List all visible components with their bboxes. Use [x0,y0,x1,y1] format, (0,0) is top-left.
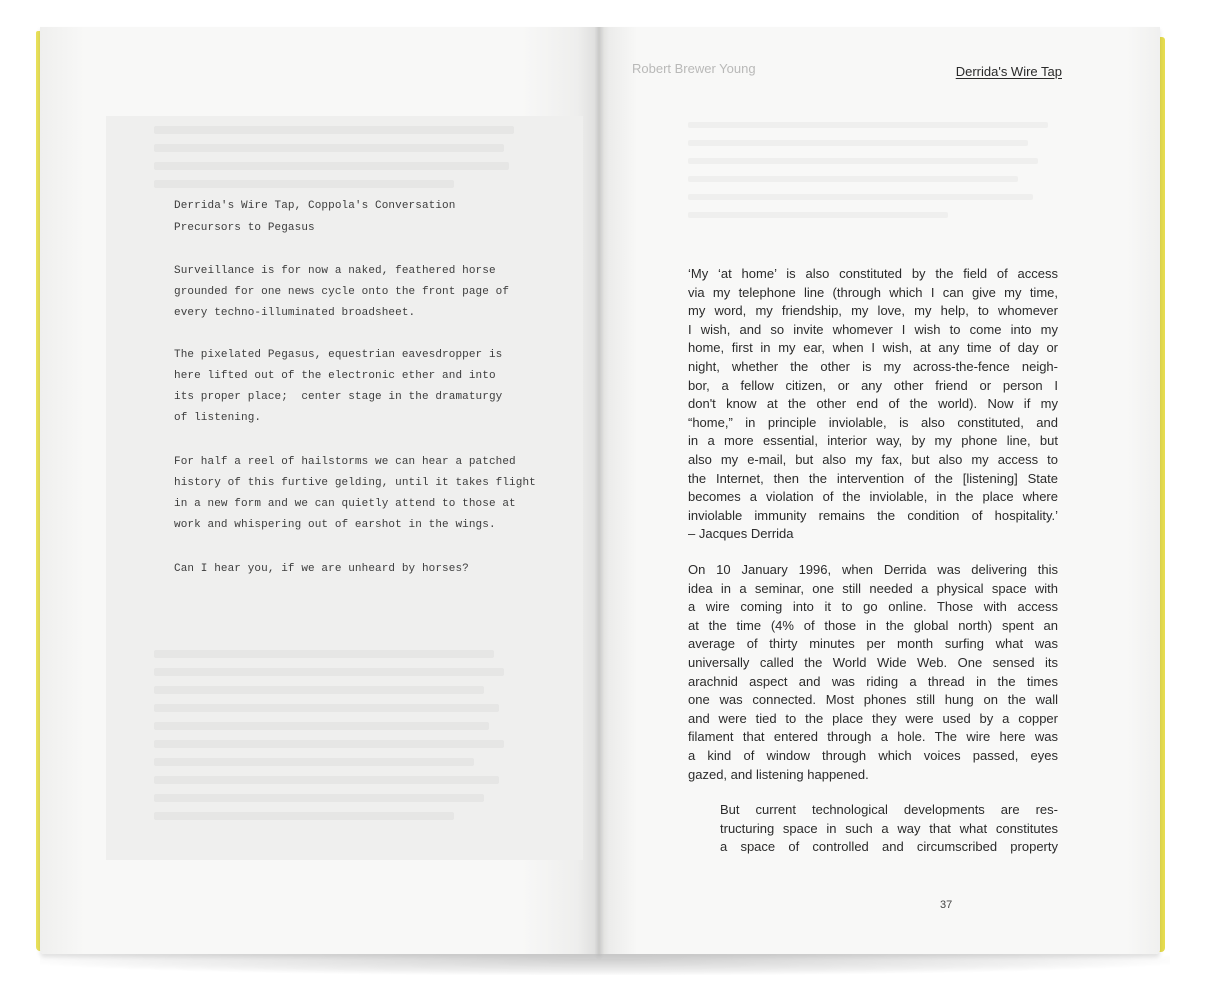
quote-line: becomes a violation of the inviolable, in the place where [688,489,1058,505]
indented-line: tructuring space in such a way that what constitutes [720,820,1058,836]
faint-show-through [154,722,489,730]
quote-line: also my e-mail, but also my fax, but also my access to [688,451,1058,467]
book-gutter [594,27,604,954]
typed-line: every techno-illuminated broadsheet. [174,307,416,319]
faint-show-through [688,140,1028,146]
faint-show-through [154,758,474,766]
quote-line: night, whether the other is my across-the-fence neigh- [688,358,1058,374]
faint-show-through [154,812,454,820]
quote-line: “home,” in principle inviolable, is also constituted, and [688,414,1058,430]
body-line: universally called the World Wide Web. One sensed its [688,654,1058,670]
faint-show-through [154,740,504,748]
body-paragraph [688,561,1058,784]
body-line: one was connected. Most phones still hung on the wall [688,692,1058,708]
faint-show-through [688,212,948,218]
quote-attribution: – Jacques Derrida [688,526,794,542]
faint-show-through [154,650,494,658]
typed-line: history of this furtive gelding, until it takes flight [174,477,536,489]
page-number: 37 [940,899,953,911]
indented-quote [720,801,1058,857]
faint-show-through [154,668,504,676]
body-line: arachnid aspect and was riding a thread in the times [688,673,1058,689]
faint-show-through [154,126,514,134]
quote-line: via my telephone line (through which I can give my time, [688,284,1058,300]
body-line: gazed, and listening happened. [688,766,869,782]
quote-line: ‘My ‘at home’ is also constituted by the field of access [688,266,1058,281]
faint-show-through [154,704,499,712]
faint-show-through [688,158,1038,164]
quote-line: in a more essential, interior way, by my phone line, but [688,433,1058,449]
typed-line: grounded for one news cycle onto the front page of [174,286,510,298]
typed-line: For half a reel of hailstorms we can hear a patched [174,456,516,468]
body-line: average of thirty minutes per month surfing what was [688,636,1058,652]
typed-title-line: Derrida's Wire Tap, Coppola's Conversation [174,200,456,212]
quote-line: home, first in my ear, when I wish, at any time of day or [688,340,1058,356]
body-line: at the time (4% of those in the global north) spent an [688,617,1058,633]
typed-line: The pixelated Pegasus, equestrian eavesdropper is [174,349,503,361]
faint-show-through [688,122,1048,128]
typed-line: here lifted out of the electronic ether and into [174,370,496,382]
quote-line: bor, a fellow citizen, or any other friend or person I [688,377,1058,393]
quote-line: the Internet, then the intervention of the [listening] State [688,470,1058,486]
faint-show-through [688,176,1018,182]
quote-line: my word, my friendship, my love, my help, to whomever [688,303,1058,319]
faint-show-through [154,144,504,152]
faint-show-through [688,194,1033,200]
faint-show-through [154,776,499,784]
indented-line: But current technological developments are res- [720,802,1058,817]
body-line: On 10 January 1996, when Derrida was delivering this [688,562,1058,577]
faint-show-through [154,686,484,694]
quote-line: I wish, and so invite whomever I wish to come into my [688,321,1058,337]
typed-line: its proper place; center stage in the dramaturgy [174,391,503,403]
quote-line: don't know at the other end of the world). Now if my [688,396,1058,412]
body-line: filament that entered through a hole. The wire here was [688,729,1058,745]
body-line: and were tied to the place they were used by a copper [688,710,1058,726]
faint-show-through [154,162,509,170]
quote-line: inviolable immunity remains the condition of hospitality.’ [688,507,1058,523]
derrida-quote [688,265,1058,544]
typed-line: of listening. [174,412,262,424]
typed-closing-question: Can I hear you, if we are unheard by horses? [174,563,469,575]
body-line: a kind of window through which voices passed, eyes [688,747,1058,763]
indented-line: a space of controlled and circumscribed property [720,839,1058,855]
body-line: a wire coming into it to go online. Those with access [688,599,1058,615]
running-head-title: Derrida's Wire Tap [955,64,1062,79]
faint-show-through [154,180,454,188]
typed-subtitle-line: Precursors to Pegasus [174,222,315,234]
typed-line: Surveillance is for now a naked, feathered horse [174,265,496,277]
running-head-author: Robert Brewer Young [632,61,756,76]
typed-line: in a new form and we can quietly attend to those at [174,498,516,510]
body-line: idea in a seminar, one still needed a physical space with [688,580,1058,596]
faint-show-through [154,794,484,802]
typed-line: work and whispering out of earshot in the wings. [174,519,496,531]
